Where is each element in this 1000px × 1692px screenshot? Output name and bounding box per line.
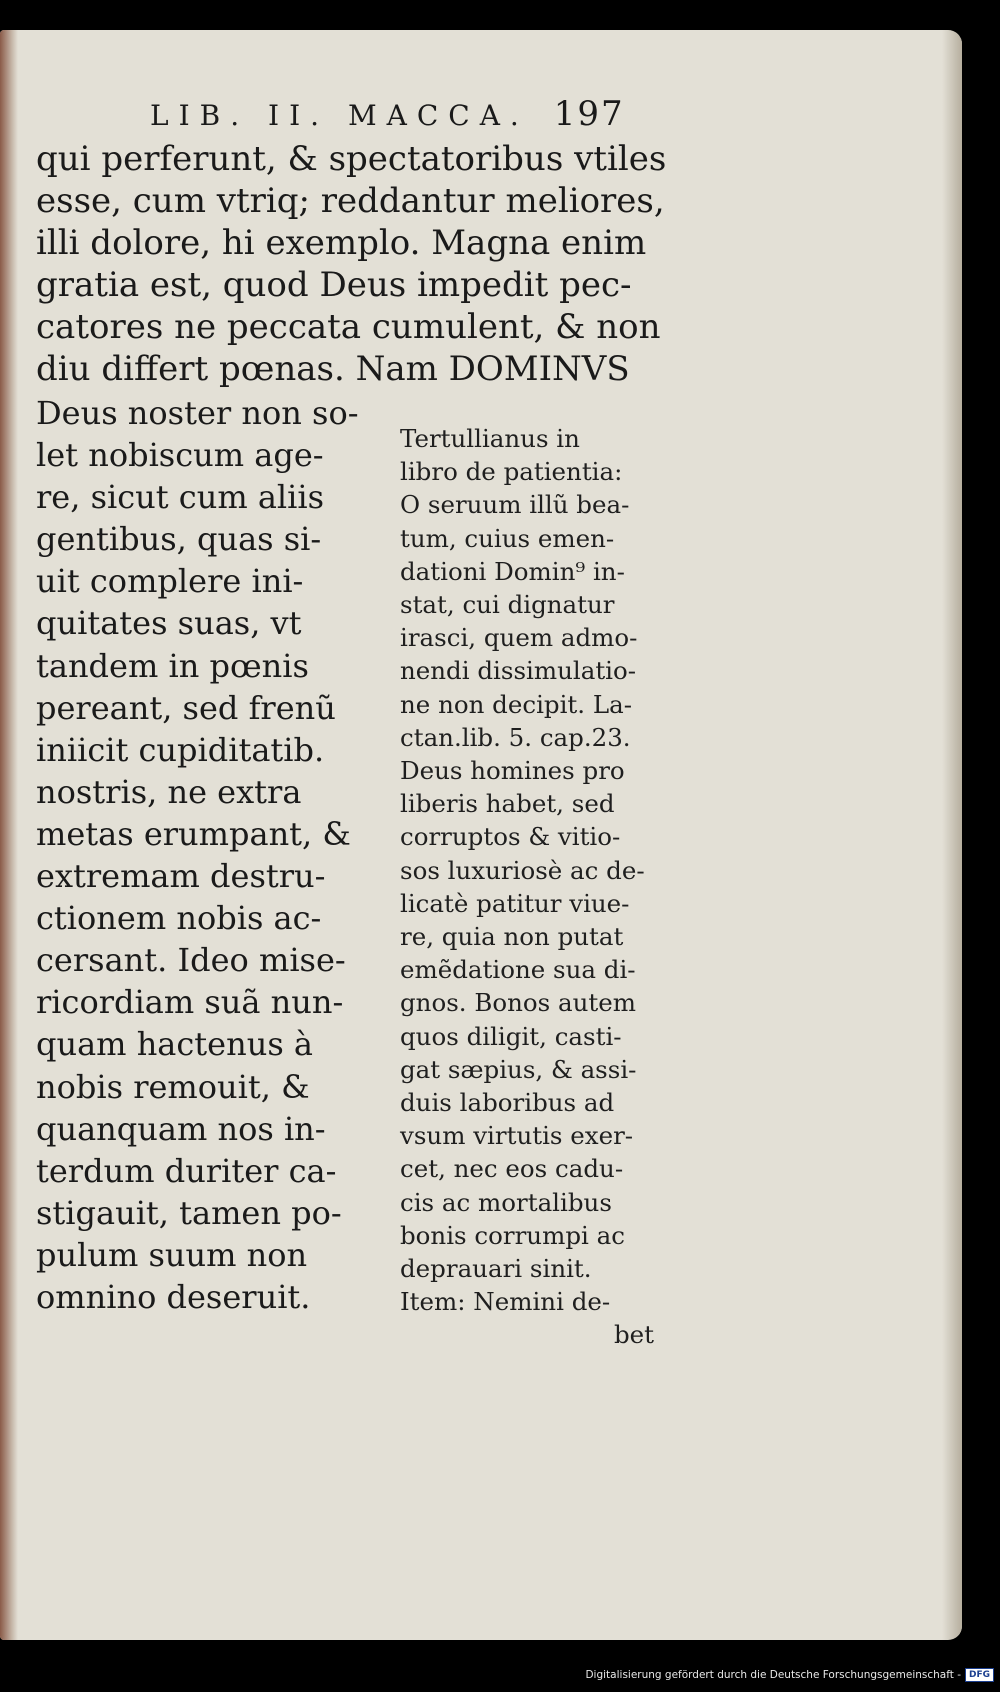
note-line: ctan.lib. 5. cap.23. bbox=[400, 722, 631, 752]
note-line: Deus homines pro bbox=[400, 756, 625, 786]
note-line: irasci, quem admo- bbox=[400, 623, 638, 653]
text-line: pulum suum non bbox=[36, 1235, 308, 1274]
credit-text: Digitalisierung gefördert durch die Deutsche Forschungsgemeinschaft - bbox=[585, 1669, 961, 1681]
text-line: uit complere ini- bbox=[36, 562, 304, 601]
note-line: emẽdatione sua di- bbox=[400, 955, 636, 985]
text-line: illi dolore, hi exemplo. Magna enim bbox=[36, 223, 647, 263]
dfg-logo-icon: DFG bbox=[965, 1668, 994, 1682]
text-line: diu differt pœnas. Nam DOMINVS bbox=[36, 349, 630, 389]
text-line: Deus noster non so- bbox=[36, 394, 359, 432]
note-line: deprauari sinit. bbox=[400, 1254, 592, 1284]
text-line: nobis remouit, & bbox=[36, 1067, 310, 1106]
note-line: licatè patitur viue- bbox=[400, 888, 630, 918]
text-line: re, sicut cum aliis bbox=[36, 478, 325, 517]
book-page bbox=[0, 30, 962, 1640]
text-line: qui perferunt, & spectatoribus vtiles bbox=[36, 139, 667, 179]
note-line: gnos. Bonos autem bbox=[400, 988, 636, 1018]
note-line: ne non decipit. La- bbox=[400, 689, 632, 719]
note-line: sos luxuriosè ac de- bbox=[400, 855, 645, 885]
note-line: Item: Nemini de- bbox=[400, 1287, 611, 1317]
digitization-credit bbox=[585, 1668, 994, 1682]
text-line: catores ne peccata cumulent, & non bbox=[36, 307, 661, 347]
text-line: gratia est, quod Deus impedit pec- bbox=[36, 265, 632, 305]
page-right-edge bbox=[942, 30, 962, 1640]
main-text-full-width bbox=[36, 138, 676, 390]
note-line: re, quia non putat bbox=[400, 922, 624, 952]
main-text-column bbox=[36, 392, 366, 1318]
text-line: cersant. Ideo mise- bbox=[36, 941, 346, 980]
running-head-title: LIB. II. MACCA. bbox=[150, 99, 529, 132]
note-line: vsum virtutis exer- bbox=[400, 1121, 634, 1151]
text-line: esse, cum vtriq; reddantur meliores, bbox=[36, 181, 665, 221]
text-line: nostris, ne extra bbox=[36, 772, 302, 811]
note-line: quos diligit, casti- bbox=[400, 1021, 622, 1051]
text-line: pereant, sed frenũ bbox=[36, 688, 336, 727]
text-line: quam hactenus à bbox=[36, 1025, 313, 1064]
note-line: stat, cui dignatur bbox=[400, 590, 615, 620]
note-line: libro de patientia: bbox=[400, 457, 623, 487]
text-line: quanquam nos in- bbox=[36, 1109, 326, 1148]
note-line: O seruum illũ bea- bbox=[400, 490, 630, 520]
text-line: omnino deseruit. bbox=[36, 1277, 311, 1316]
note-line: Tertullianus in bbox=[400, 424, 580, 453]
text-line: iniicit cupiditatib. bbox=[36, 730, 325, 769]
marginal-note bbox=[400, 422, 670, 1352]
note-line: tum, cuius emen- bbox=[400, 523, 615, 553]
note-line: cet, nec eos cadu- bbox=[400, 1154, 624, 1184]
catchword: bet bbox=[613, 1320, 654, 1350]
note-line: duis laboribus ad bbox=[400, 1088, 615, 1118]
text-line: tandem in pœnis bbox=[36, 646, 309, 685]
text-line: terdum duriter ca- bbox=[36, 1151, 337, 1190]
text-line: quitates suas, vt bbox=[36, 604, 302, 643]
note-line: corruptos & vitio- bbox=[400, 822, 621, 852]
note-line: dationi Domin⁹ in- bbox=[400, 556, 625, 586]
text-line: ricordiam suã nun- bbox=[36, 983, 344, 1022]
text-line: let nobiscum age- bbox=[36, 436, 324, 475]
text-line: gentibus, quas si- bbox=[36, 520, 322, 559]
text-line: stigauit, tamen po- bbox=[36, 1193, 342, 1232]
page-number: 197 bbox=[553, 94, 625, 134]
note-line: gat sæpius, & assi- bbox=[400, 1054, 637, 1084]
note-line: liberis habet, sed bbox=[400, 789, 615, 819]
note-line: nendi dissimulatio- bbox=[400, 656, 637, 686]
text-line: metas erumpant, & bbox=[36, 814, 351, 853]
page-left-edge bbox=[0, 30, 18, 1640]
text-line: ctionem nobis ac- bbox=[36, 899, 322, 938]
text-line: extremam destru- bbox=[36, 857, 326, 896]
running-head bbox=[150, 94, 690, 134]
note-line: cis ac mortalibus bbox=[400, 1187, 612, 1217]
note-line: bonis corrumpi ac bbox=[400, 1220, 625, 1250]
